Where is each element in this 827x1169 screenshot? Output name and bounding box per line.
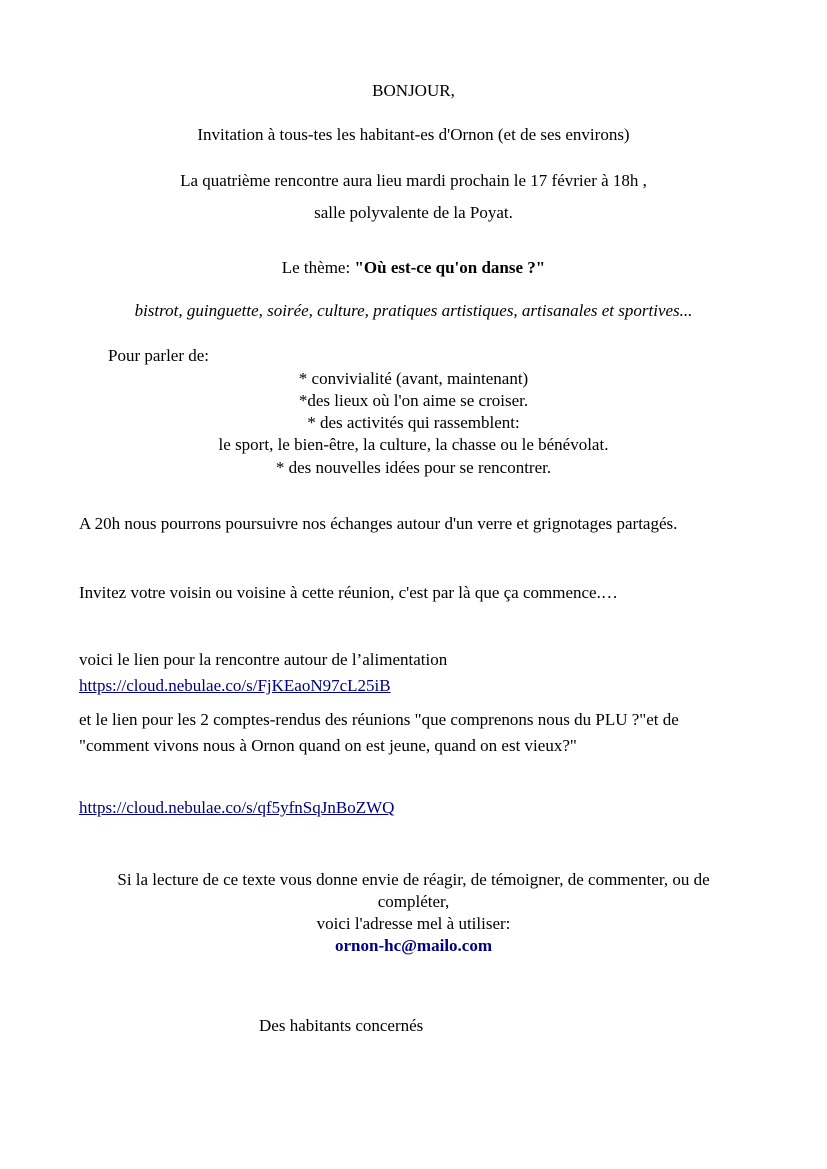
theme-label: Le thème: — [281, 258, 355, 277]
link1-intro: voici le lien pour la rencontre autour de l’alimentation — [79, 650, 448, 669]
meeting-place-line: salle polyvalente de la Poyat. — [314, 203, 513, 222]
invite-neighbor: Invitez votre voisin ou voisine à cette réunion, c'est par là que ça commence.… — [79, 583, 618, 602]
talk-intro: Pour parler de: — [108, 346, 210, 365]
email-line[interactable] — [0, 935, 827, 957]
email-address[interactable]: ornon-hc@mailo.com — [335, 936, 492, 955]
after-meeting-paragraph: A 20h nous pourrons poursuivre nos échanges autour d'un verre et grignotages partagés. — [79, 514, 678, 533]
invitation-line: Invitation à tous-tes les habitant-es d'Ornon (et de ses environs) — [197, 125, 630, 144]
meeting-date-line: La quatrième rencontre aura lieu mardi prochain le 17 février à 18h , — [180, 171, 647, 190]
theme-title: "Où est-ce qu'on danse ?" — [354, 258, 546, 277]
theme-keywords — [0, 300, 827, 322]
theme-keywords-text: bistrot, guinguette, soirée, culture, pratiques artistiques, artisanales et sportives... — [134, 301, 693, 320]
email-intro: voici l'adresse mel à utiliser: — [316, 914, 511, 933]
greeting: BONJOUR, — [372, 81, 455, 100]
topic-item: le sport, le bien-être, la culture, la chasse ou le bénévolat. — [218, 435, 609, 454]
link1-anchor[interactable] — [79, 675, 391, 697]
link1-url[interactable]: https://cloud.nebulae.co/s/FjKEaoN97cL25iB — [79, 676, 391, 695]
topic-item: * des nouvelles idées pour se rencontrer. — [275, 458, 552, 477]
link2-anchor[interactable] — [79, 797, 394, 819]
feedback-text: Si la lecture de ce texte vous donne envie de réagir, de témoigner, de commenter, ou de compléter, — [117, 870, 710, 911]
signature: Des habitants concernés — [259, 1016, 424, 1035]
topic-item: * des activités qui rassemblent: — [307, 413, 520, 432]
theme-line — [0, 257, 827, 279]
topic-item: *des lieux où l'on aime se croiser. — [298, 391, 529, 410]
link2-url[interactable]: https://cloud.nebulae.co/s/qf5yfnSqJnBoZWQ — [79, 798, 395, 817]
link2-intro: et le lien pour les 2 comptes-rendus des réunions "que comprenons nous du PLU ?"et de "comment vivons nous à Ornon quand on est jeune, quand on est vieux?" — [79, 710, 679, 755]
topic-item: * convivialité (avant, maintenant) — [298, 369, 529, 388]
